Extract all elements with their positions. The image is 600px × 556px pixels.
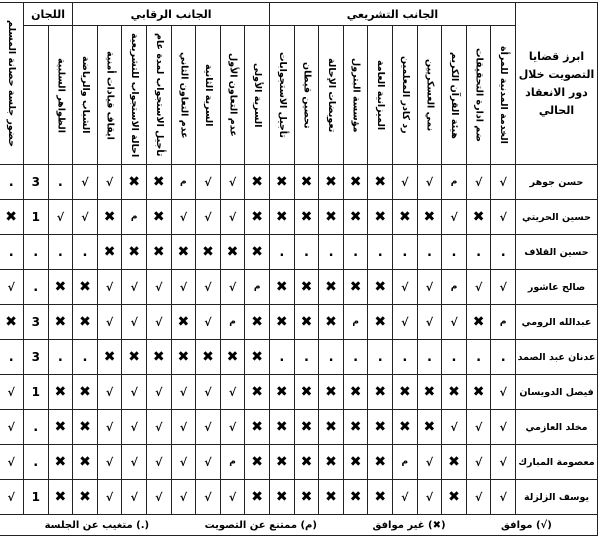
vote-cell: √: [442, 410, 467, 445]
column-header: [294, 26, 319, 165]
table-row: [0, 340, 598, 375]
vote-cell: ✖: [368, 305, 393, 340]
vote-cell: √: [196, 270, 221, 305]
vote-cell: √: [146, 270, 171, 305]
column-header-label: تحصين قيطان: [301, 61, 313, 129]
member-name: حسن جوهر: [516, 165, 598, 200]
vote-cell: .: [23, 270, 48, 305]
vote-cell: .: [343, 340, 368, 375]
vote-cell: م: [491, 305, 516, 340]
vote-cell: .: [466, 235, 491, 270]
legend-absent: (.) متغيب عن الجلسة: [44, 519, 150, 531]
vote-cell: ✖: [269, 410, 294, 445]
vote-cell: .: [393, 235, 418, 270]
group-header-row: [0, 3, 598, 26]
vote-cell: √: [73, 165, 98, 200]
vote-cell: 1: [23, 200, 48, 235]
vote-cell: ✖: [97, 235, 122, 270]
vote-cell: √: [196, 305, 221, 340]
vote-cell: ✖: [368, 375, 393, 410]
vote-cell: √: [0, 480, 23, 515]
column-header-label: حضور جلسة حصانة المسلم: [6, 20, 18, 147]
vote-cell: √: [97, 270, 122, 305]
vote-cell: ✖: [368, 165, 393, 200]
vote-cell: .: [343, 235, 368, 270]
vote-cell: √: [146, 445, 171, 480]
legend-reject: (✖) غير موافق: [372, 519, 446, 531]
vote-cell: √: [196, 165, 221, 200]
vote-cell: .: [48, 340, 73, 375]
vote-cell: √: [97, 305, 122, 340]
vote-cell: م: [442, 165, 467, 200]
vote-cell: √: [0, 445, 23, 480]
vote-cell: .: [48, 235, 73, 270]
vote-cell: 1: [23, 480, 48, 515]
vote-cell: ✖: [294, 445, 319, 480]
vote-cell: ✖: [319, 305, 344, 340]
column-header: [97, 26, 122, 165]
vote-cell: ✖: [146, 235, 171, 270]
vote-cell: م: [171, 165, 196, 200]
vote-cell: ✖: [73, 480, 98, 515]
vote-cell: ✖: [343, 270, 368, 305]
member-name: فيصل الدويسان: [516, 375, 598, 410]
vote-cell: √: [171, 375, 196, 410]
vote-cell: √: [491, 445, 516, 480]
vote-cell: √: [122, 445, 147, 480]
vote-cell: √: [466, 410, 491, 445]
vote-cell: √: [491, 410, 516, 445]
vote-cell: 3: [23, 340, 48, 375]
vote-cell: √: [393, 270, 418, 305]
vote-cell: ✖: [343, 480, 368, 515]
vote-cell: ✖: [319, 375, 344, 410]
vote-cell: ✖: [294, 165, 319, 200]
vote-cell: √: [220, 480, 245, 515]
vote-cell: ✖: [368, 200, 393, 235]
vote-cell: م: [245, 270, 270, 305]
vote-cell: √: [0, 375, 23, 410]
vote-cell: √: [171, 200, 196, 235]
column-header-label: ايقاف قيادات أمنية: [104, 50, 116, 140]
column-header-label: تأجيل الاستجواب لمدة عام: [153, 33, 165, 157]
vote-cell: ✖: [269, 445, 294, 480]
vote-cell: ✖: [245, 445, 270, 480]
vote-cell: √: [491, 165, 516, 200]
vote-cell: ✖: [294, 200, 319, 235]
column-header: [73, 26, 98, 165]
vote-cell: ✖: [196, 235, 221, 270]
vote-cell: م: [122, 200, 147, 235]
column-header: [220, 26, 245, 165]
vote-cell: ✖: [417, 410, 442, 445]
vote-cell: ✖: [466, 375, 491, 410]
vote-cell: ✖: [294, 480, 319, 515]
vote-cell: √: [97, 165, 122, 200]
column-header-label: عدم التعاون الأول: [227, 53, 239, 137]
vote-cell: √: [97, 445, 122, 480]
vote-cell: √: [146, 480, 171, 515]
table-row: [0, 480, 598, 515]
vote-cell: √: [146, 305, 171, 340]
column-header-row: [0, 26, 598, 165]
column-header-label: الخدمة المدنية للمرأة: [498, 46, 510, 144]
vote-cell: ✖: [393, 410, 418, 445]
vote-cell: ✖: [319, 270, 344, 305]
column-header: [491, 26, 516, 165]
vote-cell: ✖: [368, 480, 393, 515]
vote-cell: ✖: [269, 480, 294, 515]
vote-cell: √: [146, 375, 171, 410]
vote-cell: .: [0, 235, 23, 270]
vote-cell: ✖: [294, 270, 319, 305]
vote-cell: .: [466, 340, 491, 375]
vote-cell: √: [393, 480, 418, 515]
column-header: [466, 26, 491, 165]
vote-cell: √: [466, 270, 491, 305]
column-header: [417, 26, 442, 165]
vote-cell: ✖: [220, 340, 245, 375]
vote-cell: √: [491, 375, 516, 410]
vote-cell: ✖: [146, 200, 171, 235]
vote-cell: .: [442, 235, 467, 270]
table-row: [0, 270, 598, 305]
vote-cell: √: [171, 480, 196, 515]
vote-cell: √: [171, 270, 196, 305]
table-row: [0, 410, 598, 445]
vote-cell: .: [0, 165, 23, 200]
vote-cell: ✖: [442, 375, 467, 410]
vote-cell: .: [417, 235, 442, 270]
vote-cell: √: [442, 305, 467, 340]
vote-cell: ✖: [269, 165, 294, 200]
vote-cell: √: [122, 410, 147, 445]
vote-cell: ✖: [294, 410, 319, 445]
vote-cell: ✖: [245, 165, 270, 200]
column-header-label: ضم ادارة التحقيقات: [473, 48, 485, 142]
vote-cell: ✖: [171, 340, 196, 375]
vote-cell: ✖: [245, 200, 270, 235]
vote-cell: ✖: [343, 375, 368, 410]
vote-cell: √: [466, 445, 491, 480]
member-name: مخلد العازمي: [516, 410, 598, 445]
vote-cell: √: [220, 200, 245, 235]
vote-cell: ✖: [368, 270, 393, 305]
vote-cell: 3: [23, 165, 48, 200]
vote-cell: √: [220, 410, 245, 445]
vote-cell: ✖: [343, 410, 368, 445]
vote-cell: ✖: [368, 445, 393, 480]
vote-cell: .: [294, 235, 319, 270]
column-header: [343, 26, 368, 165]
vote-cell: ✖: [171, 235, 196, 270]
member-name: يوسف الزلزلة: [516, 480, 598, 515]
vote-cell: √: [122, 375, 147, 410]
column-header-label: احالة الاستجواب للتشريعية: [129, 32, 141, 158]
vote-cell: ✖: [245, 340, 270, 375]
member-name: حسين القلاف: [516, 235, 598, 270]
vote-cell: ✖: [343, 165, 368, 200]
vote-cell: ✖: [73, 410, 98, 445]
column-header: [146, 26, 171, 165]
vote-cell: √: [466, 480, 491, 515]
vote-cell: √: [417, 480, 442, 515]
vote-cell: √: [146, 410, 171, 445]
vote-cell: ✖: [48, 305, 73, 340]
column-header: [48, 26, 73, 165]
group-header: الجانب التشريعي: [269, 3, 515, 26]
vote-cell: √: [122, 270, 147, 305]
vote-cell: ✖: [319, 165, 344, 200]
vote-cell: ✖: [269, 375, 294, 410]
vote-cell: .: [23, 235, 48, 270]
vote-cell: √: [0, 410, 23, 445]
column-header-label: تأجيل الاستجوابات: [276, 52, 288, 138]
vote-cell: ✖: [245, 480, 270, 515]
vote-cell: ✖: [269, 270, 294, 305]
member-name: عدنان عبد الصمد: [516, 340, 598, 375]
vote-cell: √: [442, 200, 467, 235]
vote-cell: ✖: [48, 270, 73, 305]
vote-cell: .: [23, 410, 48, 445]
vote-cell: √: [73, 200, 98, 235]
vote-cell: √: [393, 305, 418, 340]
column-header-label: هيئة القرآن الكريم: [449, 51, 461, 139]
vote-cell: √: [196, 200, 221, 235]
vote-cell: √: [417, 165, 442, 200]
vote-cell: ✖: [48, 480, 73, 515]
vote-cell: 3: [23, 305, 48, 340]
vote-cell: ✖: [245, 375, 270, 410]
vote-cell: ✖: [466, 200, 491, 235]
vote-cell: .: [0, 340, 23, 375]
column-header: [319, 26, 344, 165]
vote-cell: ✖: [122, 235, 147, 270]
vote-cell: √: [466, 165, 491, 200]
legend-abstain: (م) ممتنع عن التصويت: [204, 519, 317, 531]
vote-cell: ✖: [393, 200, 418, 235]
vote-cell: ✖: [393, 375, 418, 410]
legend-approve: (√) موافق: [501, 519, 552, 531]
vote-cell: ✖: [269, 200, 294, 235]
vote-cell: .: [73, 235, 98, 270]
vote-cell: .: [417, 340, 442, 375]
vote-cell: ✖: [319, 410, 344, 445]
column-header-label: السرية الثانية: [202, 63, 214, 127]
vote-cell: √: [196, 480, 221, 515]
vote-cell: √: [393, 165, 418, 200]
vote-cell: ✖: [0, 305, 23, 340]
vote-cell: ✖: [368, 410, 393, 445]
vote-cell: √: [196, 375, 221, 410]
vote-cell: √: [0, 270, 23, 305]
table-row: [0, 445, 598, 480]
member-name: حسين الحريتي: [516, 200, 598, 235]
vote-cell: م: [442, 270, 467, 305]
vote-cell: √: [417, 445, 442, 480]
vote-cell: ✖: [48, 410, 73, 445]
table-row: [0, 165, 598, 200]
vote-cell: ✖: [122, 340, 147, 375]
vote-cell: ✖: [97, 200, 122, 235]
vote-cell: √: [97, 375, 122, 410]
vote-cell: ✖: [146, 340, 171, 375]
column-header-label: الشباب والرياضة: [79, 56, 91, 134]
vote-cell: ✖: [319, 200, 344, 235]
vote-cell: √: [122, 480, 147, 515]
vote-cell: √: [122, 305, 147, 340]
vote-cell: .: [368, 340, 393, 375]
vote-cell: √: [417, 305, 442, 340]
table-row: [0, 200, 598, 235]
vote-cell: ✖: [146, 165, 171, 200]
vote-cell: ✖: [294, 305, 319, 340]
vote-cell: ✖: [417, 375, 442, 410]
vote-cell: √: [220, 375, 245, 410]
column-header: [269, 26, 294, 165]
vote-cell: ✖: [319, 480, 344, 515]
vote-cell: √: [97, 480, 122, 515]
vote-cell: ✖: [245, 410, 270, 445]
vote-cell: .: [393, 340, 418, 375]
table-row: [0, 375, 598, 410]
vote-cell: ✖: [171, 305, 196, 340]
vote-cell: ✖: [417, 200, 442, 235]
vote-cell: ✖: [122, 165, 147, 200]
column-header-label: السرية الأولى: [252, 62, 264, 128]
vote-cell: .: [73, 340, 98, 375]
vote-cell: ✖: [196, 340, 221, 375]
vote-cell: ✖: [97, 340, 122, 375]
vote-cell: .: [48, 165, 73, 200]
table-row: [0, 235, 598, 270]
vote-cell: ✖: [220, 235, 245, 270]
column-header: [442, 26, 467, 165]
column-header-label: نمي العسكريين: [424, 58, 436, 132]
voting-table-container: [2, 2, 598, 554]
vote-cell: .: [319, 340, 344, 375]
legend-row: [0, 515, 598, 536]
vote-cell: √: [220, 165, 245, 200]
vote-cell: ✖: [294, 375, 319, 410]
vote-cell: √: [196, 445, 221, 480]
vote-cell: √: [171, 445, 196, 480]
member-name: صالح عاشور: [516, 270, 598, 305]
vote-cell: √: [417, 270, 442, 305]
vote-cell: ✖: [466, 305, 491, 340]
column-header-label: تعويضات الإحالة: [326, 57, 338, 133]
vote-cell: ✖: [73, 445, 98, 480]
member-name: معصومة المبارك: [516, 445, 598, 480]
vote-cell: ✖: [48, 375, 73, 410]
vote-cell: √: [97, 410, 122, 445]
vote-cell: م: [393, 445, 418, 480]
vote-cell: ✖: [0, 200, 23, 235]
column-header-label: رد كادر المعلمين: [399, 56, 411, 134]
table-title: ابرز قضايا التصويت خلال دور الانعقاد الحالي: [516, 3, 598, 165]
vote-cell: .: [319, 235, 344, 270]
vote-cell: م: [220, 305, 245, 340]
vote-cell: ✖: [343, 200, 368, 235]
column-header: [0, 3, 23, 165]
column-header: [368, 26, 393, 165]
vote-cell: √: [491, 480, 516, 515]
vote-cell: .: [442, 340, 467, 375]
vote-cell: ✖: [343, 445, 368, 480]
vote-cell: ✖: [442, 480, 467, 515]
vote-cell: √: [491, 200, 516, 235]
column-header: [393, 26, 418, 165]
vote-cell: .: [294, 340, 319, 375]
vote-cell: √: [171, 410, 196, 445]
vote-cell: √: [220, 270, 245, 305]
vote-cell: ✖: [73, 305, 98, 340]
vote-cell: م: [220, 445, 245, 480]
vote-cell: .: [491, 235, 516, 270]
column-header-label: الظواهر السلبية: [55, 57, 67, 133]
column-header: [196, 26, 221, 165]
column-header-label: مؤسسة البترول: [350, 57, 362, 133]
vote-cell: √: [48, 200, 73, 235]
vote-cell: ✖: [269, 305, 294, 340]
vote-cell: ✖: [442, 445, 467, 480]
vote-cell: √: [196, 410, 221, 445]
vote-cell: ✖: [73, 270, 98, 305]
vote-cell: .: [269, 235, 294, 270]
vote-cell: ✖: [245, 235, 270, 270]
vote-cell: م: [343, 305, 368, 340]
vote-cell: ✖: [73, 375, 98, 410]
column-header-label: الميزانية العامة: [375, 59, 387, 131]
vote-cell: .: [23, 445, 48, 480]
column-header: [122, 26, 147, 165]
voting-table: [0, 2, 598, 536]
vote-cell: 1: [23, 375, 48, 410]
column-header: [171, 26, 196, 165]
vote-cell: .: [368, 235, 393, 270]
group-header: اللجان: [23, 3, 72, 26]
column-header-label: عدم التعاون الثاني: [178, 51, 190, 139]
vote-cell: ✖: [48, 445, 73, 480]
group-header: الجانب الرقابي: [73, 3, 270, 26]
vote-cell: √: [491, 270, 516, 305]
column-header: [245, 26, 270, 165]
vote-cell: .: [269, 340, 294, 375]
vote-cell: .: [491, 340, 516, 375]
member-name: عبدالله الرومي: [516, 305, 598, 340]
vote-cell: ✖: [319, 445, 344, 480]
legend: [0, 515, 598, 536]
vote-cell: ✖: [245, 305, 270, 340]
table-row: [0, 305, 598, 340]
